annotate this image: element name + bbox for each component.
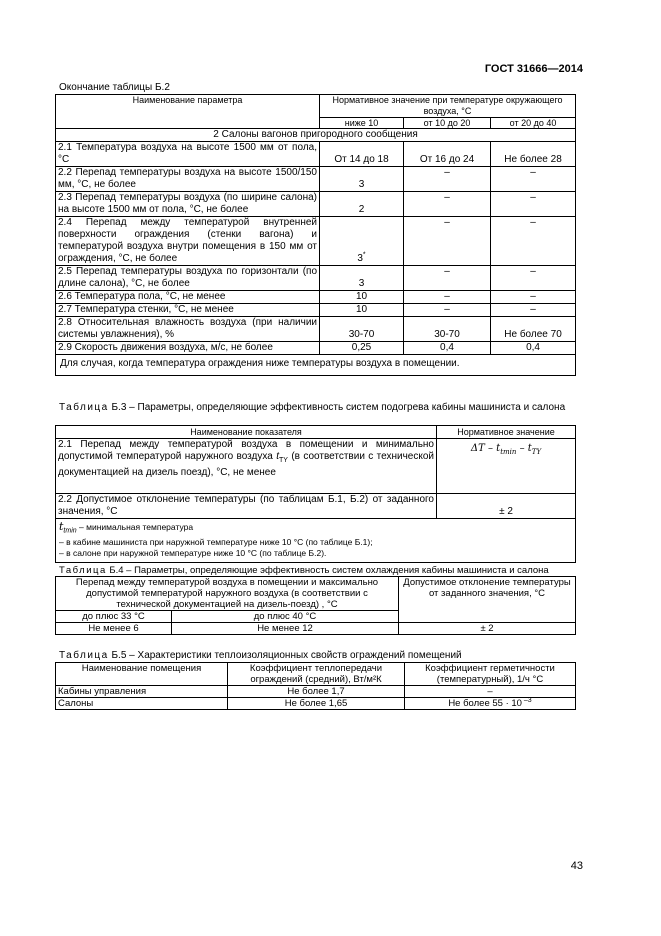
caption-prefix: Таблица: [59, 650, 109, 661]
param-name: 2.8 Относительная влажность воздуха (при наличии системы увлажнения), %: [56, 317, 320, 342]
table-footnote: Для случая, когда температура ограждения ниже температуры воздуха в помещении.: [56, 355, 576, 376]
value-20-40: –: [491, 192, 576, 217]
param-name: 2.5 Перепад температуры воздуха по горизонтали (по длине салона), °С, не более: [56, 266, 320, 291]
table-row: [56, 686, 576, 698]
param-name: 2.3 Перепад температуры воздуха (по ширине салона) на высоте 1500 мм от пола, °С, не более: [56, 192, 320, 217]
col-header-difference: Перепад между температурой воздуха в помещении и максимально допустимой температурой наружного воздуха (в соответствии с технической документацией на дизель-поезд) , °С: [56, 577, 399, 611]
subheader-to-33: до плюс 33 °С: [56, 611, 172, 623]
var-t: t: [276, 451, 279, 462]
value-deviation: ± 2: [399, 623, 576, 635]
caption-text: Б.3 – Параметры, определяющие эффективность систем подогрева кабины машиниста и салона: [108, 402, 566, 413]
table-row: [56, 317, 576, 342]
value-20-40: Не более 70: [491, 317, 576, 342]
value-20-40: –: [491, 291, 576, 304]
caption-prefix: Таблица: [59, 402, 109, 413]
var-t-sub: TY: [278, 457, 288, 464]
caption-prefix: Таблица: [59, 565, 107, 576]
value-20-40: –: [491, 304, 576, 317]
table-b5: [55, 662, 576, 710]
value-20-40: Не более 28: [491, 142, 576, 167]
norm-value: ± 2: [437, 494, 576, 519]
value-below-10: 2: [320, 192, 404, 217]
tightness-value: [405, 698, 576, 710]
table-row: [56, 142, 576, 167]
value-to-40: Не менее 12: [172, 623, 399, 635]
value-text: 3: [357, 253, 363, 264]
value-10-20: –: [404, 304, 491, 317]
value-below-10: 10: [320, 291, 404, 304]
col-header-tightness: Коэффициент герметичности (температурный), 1/ч °С: [405, 663, 576, 686]
table-row: [56, 698, 576, 710]
param-name: 2.4 Перепад между температурой внутренней поверхности ограждения (стенки вагона) и температурой воздуха внутри помещения в 150 мм от ограждения, °С, не более: [56, 217, 320, 266]
value-10-20: –: [404, 266, 491, 291]
value-below-10: 10: [320, 304, 404, 317]
page-number: 43: [570, 860, 583, 872]
indicator-name: 2.2 Допустимое отклонение температуры (по таблицам Б.1, Б.2) от заданного значения, °С: [56, 494, 437, 519]
value-below-10: 0,25: [320, 342, 404, 355]
table-row: [56, 291, 576, 304]
formula-part: ΔT – t: [470, 443, 501, 454]
table-b2-caption: Окончание таблицы Б.2: [59, 82, 170, 93]
note-text: – минимальная температура: [76, 522, 194, 532]
room-name: Салоны: [56, 698, 228, 710]
caption-text: Б.5 – Характеристики теплоизоляционных свойств ограждений помещений: [108, 650, 462, 661]
value-below-10: 3: [320, 167, 404, 192]
value-20-40: 0,4: [491, 342, 576, 355]
subheader-to-40: до плюс 40 °С: [172, 611, 399, 623]
param-name: 2.2 Перепад температуры воздуха на высоте 1500/150 мм, °С, не более: [56, 167, 320, 192]
value-10-20: –: [404, 291, 491, 304]
table-b4-caption: [59, 565, 549, 576]
table-row: [56, 304, 576, 317]
param-name: 2.1 Температура воздуха на высоте 1500 мм от пола, °С: [56, 142, 320, 167]
room-name: Кабины управления: [56, 686, 228, 698]
col-header-deviation: Допустимое отклонение температуры от заданного значения, °С: [399, 577, 576, 623]
table-row: [56, 217, 576, 266]
footnote-mark: *: [362, 251, 366, 259]
value-10-20: –: [404, 167, 491, 192]
document-id: ГОСТ 31666—2014: [484, 63, 583, 75]
value-below-10: 30-70: [320, 317, 404, 342]
formula-sub: tmin: [500, 448, 517, 456]
subheader-10-20: от 10 до 20: [404, 118, 491, 129]
indicator-text: 2.1 Перепад между температурой воздуха в помещении и минимально допустимой температурой наружного воздуха: [58, 439, 434, 462]
note-line-3: – в салоне при наружной температуре ниже 10 °С (по таблице Б.2).: [59, 547, 327, 558]
tightness-text: Не более 55 · 10: [448, 698, 522, 709]
tightness-value: –: [405, 686, 576, 698]
note-line-2: – в кабине машиниста при наружной температуре ниже 10 °С (по таблице Б.1);: [59, 536, 373, 547]
table-note: [56, 519, 576, 563]
tightness-exponent: –3: [521, 696, 532, 704]
subheader-below-10: ниже 10: [320, 118, 404, 129]
param-name: 2.7 Температура стенки, °С, не менее: [56, 304, 320, 317]
value-20-40: –: [491, 167, 576, 192]
value-20-40: –: [491, 217, 576, 266]
note-symbol-sub: tmin: [63, 527, 77, 535]
value-10-20: 0,4: [404, 342, 491, 355]
col-header-norm: Нормативное значение: [437, 426, 576, 439]
indicator-text-end: (в соответствии с технической документацией на дизель поезд), °С, не менее: [58, 451, 434, 478]
table-row: [56, 623, 576, 635]
formula-sub2: TY: [531, 448, 542, 456]
value-below-10: От 14 до 18: [320, 142, 404, 167]
table-b5-caption: [59, 650, 462, 661]
col-header-room: Наименование помещения: [56, 663, 228, 686]
caption-text: Б.4 – Параметры, определяющие эффективность систем охлаждения кабины машиниста и салона: [106, 565, 549, 576]
formula-part-end: – t: [516, 443, 532, 454]
param-name: 2.6 Температура пола, °С, не менее: [56, 291, 320, 304]
table-row: [56, 167, 576, 192]
value-to-33: Не менее 6: [56, 623, 172, 635]
value-below-10: 3: [320, 266, 404, 291]
heat-transfer-value: Не более 1,7: [228, 686, 405, 698]
value-10-20: От 16 до 24: [404, 142, 491, 167]
value-below-10: [320, 217, 404, 266]
value-10-20: –: [404, 217, 491, 266]
table-b4: [55, 576, 576, 635]
table-b2: [55, 94, 576, 376]
value-20-40: –: [491, 266, 576, 291]
indicator-name: [56, 439, 437, 494]
table-row: [56, 266, 576, 291]
table-row: [56, 494, 576, 519]
table-row: [56, 192, 576, 217]
col-header-parameter: Наименование параметра: [56, 95, 320, 129]
section-title: 2 Салоны вагонов пригородного сообщения: [56, 129, 576, 142]
param-name: 2.9 Скорость движения воздуха, м/с, не более: [56, 342, 320, 355]
note-line-1: [59, 521, 572, 537]
col-header-heat-transfer: Коэффициент теплопередачи ограждений (средний), Вт/м²К: [228, 663, 405, 686]
note-symbol: t: [59, 520, 64, 533]
table-b3-caption: [59, 402, 579, 414]
heat-transfer-value: Не более 1,65: [228, 698, 405, 710]
formula: [471, 443, 541, 454]
value-10-20: –: [404, 192, 491, 217]
table-b3: [55, 425, 576, 563]
value-10-20: 30-70: [404, 317, 491, 342]
col-header-indicator: Наименование показателя: [56, 426, 437, 439]
formula-cell: [437, 439, 576, 494]
table-row: [56, 342, 576, 355]
col-header-norm: Нормативное значение при температуре окружающего воздуха, °С: [320, 95, 576, 118]
table-row: [56, 439, 576, 494]
subheader-20-40: от 20 до 40: [491, 118, 576, 129]
